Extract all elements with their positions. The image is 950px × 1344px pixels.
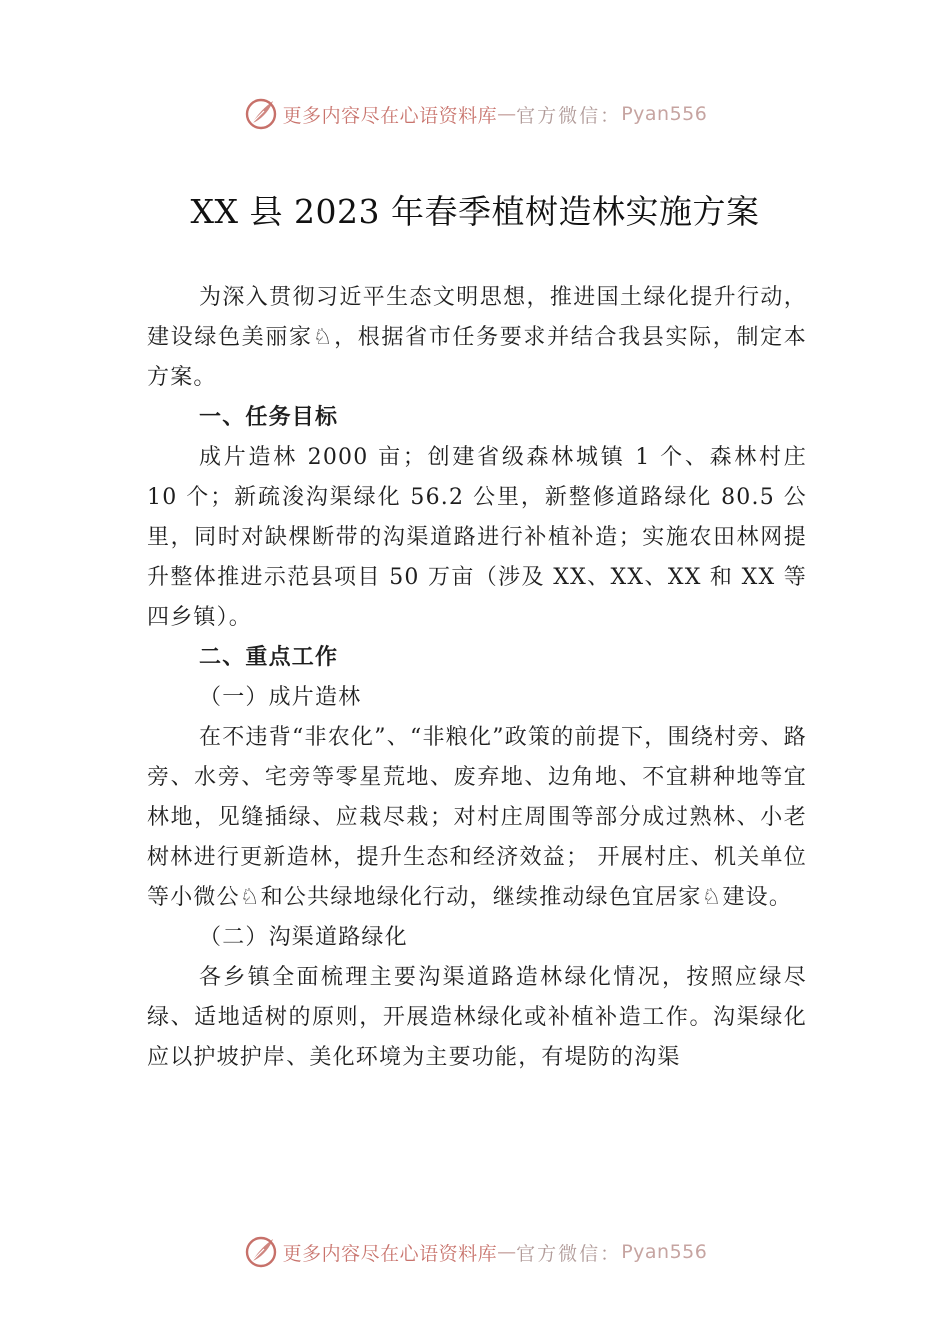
- watermark-label: 官方微信：: [516, 104, 622, 127]
- goals-paragraph: 成片造林 2000 亩；创建省级森林城镇 1 个、森林村庄 10 个；新疏浚沟渠绿化 56.2 公里，新整修道路绿化 80.5 公里，同时对缺棵断带的沟渠道路进行补植补造；实施农田林网提升整体推进示范县项目 50 万亩（涉及 XX、XX、XX 和 XX 等四乡镇）。: [147, 445, 807, 630]
- subsection-heading-ditch-road: （二）沟渠道路绿化: [199, 925, 408, 950]
- subsection-heading-afforestation: （一）成片造林: [199, 685, 362, 710]
- watermark-label: 官方微信：: [516, 1242, 622, 1265]
- watermark-brand: 更多内容尽在心语资料库: [282, 1242, 498, 1265]
- feather-pen-logo-icon: [243, 96, 279, 132]
- watermark-id: Pyan556: [621, 103, 708, 125]
- watermark-brand: 更多内容尽在心语资料库: [282, 104, 498, 127]
- document-title: XX 县 2023 年春季植树造林实施方案: [190, 192, 760, 231]
- section-heading-goals: 一、任务目标: [199, 405, 339, 430]
- section-heading-key-work: 二、重点工作: [199, 645, 339, 670]
- watermark-id: Pyan556: [621, 1241, 708, 1263]
- watermark-header: [0, 94, 950, 134]
- watermark-separator: —: [497, 103, 517, 125]
- intro-paragraph: 为深入贯彻习近平生态文明思想，推进国土绿化提升行动，建设绿色美丽家♘，根据省市任务要求并结合我县实际，制定本方案。: [147, 285, 807, 390]
- afforestation-paragraph: 在不违背“非农化”、“非粮化”政策的前提下，围绕村旁、路旁、水旁、宅旁等零星荒地、废弃地、边角地、不宜耕种地等宜林地，见缝插绿、应栽尽栽；对村庄周围等部分成过熟林、小老树林进行更新造林，提升生态和经济效益； 开展村庄、机关单位等小微公♘和公共绿地绿化行动，继续推动绿色宜居家♘建设。: [147, 725, 807, 910]
- ditch-road-paragraph: 各乡镇全面梳理主要沟渠道路造林绿化情况，按照应绿尽绿、适地适树的原则，开展造林绿化或补植补造工作。沟渠绿化应以护坡护岸、美化环境为主要功能，有堤防的沟渠: [147, 965, 807, 1070]
- watermark-separator: —: [497, 1241, 517, 1263]
- feather-pen-logo-icon: [243, 1234, 279, 1270]
- watermark-footer: [0, 1232, 950, 1272]
- document-body: [147, 278, 807, 1078]
